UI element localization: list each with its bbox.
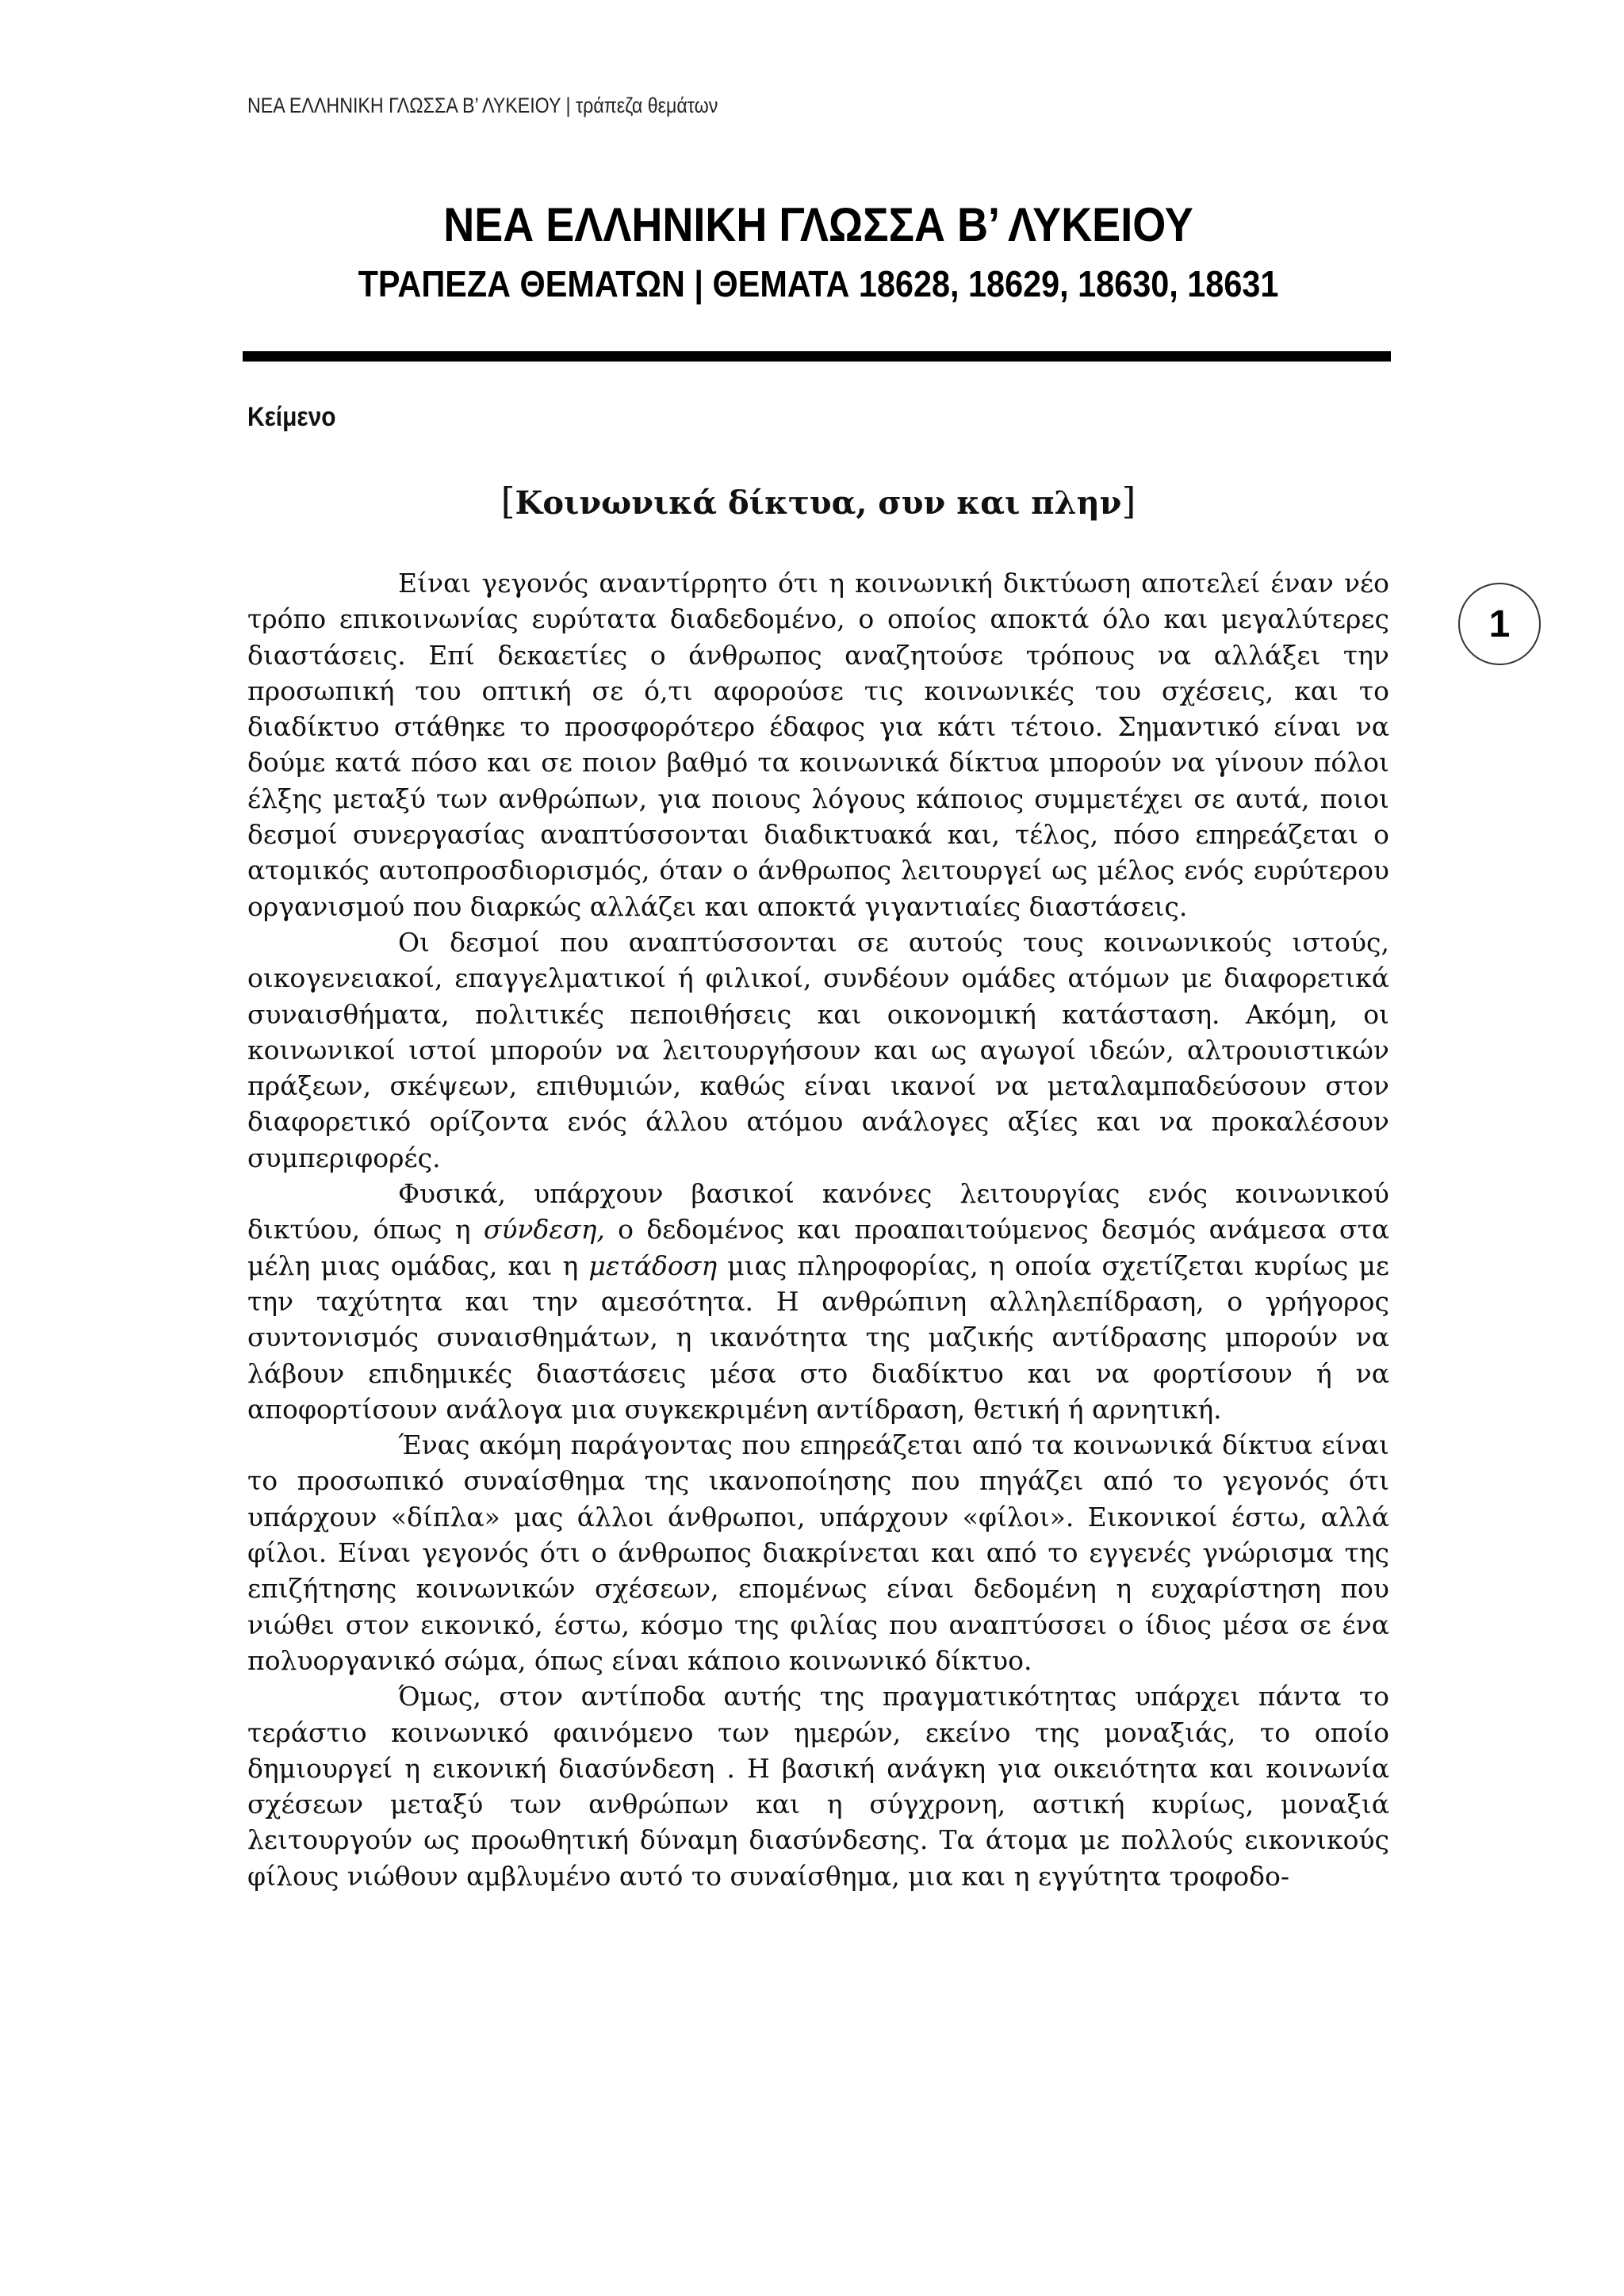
title-open-bracket: [	[500, 480, 515, 522]
paragraph-3-part-a: Φυσικά, υπάρχουν βασικοί κανόνες λειτουργίας ενός κοινωνικού δικτύου, όπως η	[247, 1178, 1389, 1246]
paragraph-3-part-b: ο δεδομένος και προαπαιτούμενος δεσμός ανάμεσα στα μέλη μιας ομάδας, και η	[247, 1214, 1389, 1281]
paragraph-4: Ένας ακόμη παράγοντας που επηρεάζεται από τα κοινωνικά δίκτυα είναι το προσωπικό συναίσθημα της ικανοποίησης που πηγάζει από το γεγονός ότι υπάρχουν «δίπλα» μας άλλοι άνθρωποι, υπάρχουν «φίλοι». Εικονικοί έστω, αλλά φίλοι. Είναι γεγονός ότι ο άνθρωπος διακρίνεται και από το εγγενές γνώρισμα της επιζήτησης κοινωνικών σχέσεων, επομένως είναι δεδομένη η ευχαρίστηση που νιώθει στον εικονικό, έστω, κόσμο της φιλίας που αναπτύσσει ο ίδιος μέσα σε ένα πολυοργανικό σώμα, όπως είναι κάποιο κοινωνικό δίκτυο.	[247, 1429, 1389, 1676]
body-text	[247, 565, 1389, 1894]
paragraph-3	[247, 1176, 1389, 1427]
paragraph-3-part-c: μιας πληροφορίας, η οποία σχετίζεται κυρίως με την ταχύτητα και την αμεσότητα. Η ανθρώπινη αλληλεπίδραση, ο γρήγορος συντονισμός συναισθημάτων, η ικανότητα της μαζικής αντίδρασης μπορούν να λάβουν επιδημικές διαστάσεις μέσα στο διαδίκτυο και να φορτίσουν ή να αποφορτίσουν ανάλογα μια συγκεκριμένη αντίδραση, θετική ή αρνητική.	[247, 1249, 1389, 1425]
paragraph-5: Όμως, στον αντίποδα αυτής της πραγματικότητας υπάρχει πάντα το τεράστιο κοινωνικό φαινόμενο των ημερών, εκείνο της μοναξιάς, το οποίο δημιουργεί η εικονική διασύνδεση . Η βασική ανάγκη για οικειότητα και κοινωνία σχέσεων μεταξύ των ανθρώπων και η σύγχρονη, αστική κυρίως, μοναξιά λειτουργούν ως προωθητική δύναμη διασύνδεσης. Τα άτομα με πολλούς εικονικούς φίλους νιώθουν αμβλυμένο αυτό το συναίσθημα, μια και η εγγύτητα τροφοδο-	[247, 1681, 1389, 1892]
title-close-bracket: ]	[1121, 480, 1136, 522]
page-subtitle: ΤΡΑΠΕΖΑ ΘΕΜΑΤΩΝ | ΘΕΜΑΤΑ 18628, 18629, 18630, 18631	[358, 263, 1279, 304]
page-title: ΝΕΑ ΕΛΛΗΝΙΚΗ ΓΛΩΣΣΑ Β’ ΛΥΚΕΙΟΥ	[443, 198, 1193, 251]
paragraph-number-badge: 1	[1458, 583, 1541, 665]
text-title-label: Κοινωνικά δίκτυα, συν και πλην	[515, 484, 1122, 522]
paragraph-1: Είναι γεγονός αναντίρρητο ότι η κοινωνική δικτύωση αποτελεί έναν νέο τρόπο επικοινωνίας ευρύτατα διαδεδομένο, ο οποίος αποκτά όλο και μεγαλύτερες διαστάσεις. Επί δεκαετίες ο άνθρωπος αναζητούσε τρόπους να αλλάξει την προσωπική του οπτική σε ό,τι αφορούσε τις κοινωνικές του σχέσεις, και το διαδίκτυο στάθηκε το προσφορότερο έδαφος για κάτι τέτοιο. Σημαντικό είναι να δούμε κατά πόσο και σε ποιον βαθμό τα κοινωνικά δίκτυα μπορούν να γίνουν πόλοι έλξης μεταξύ των ανθρώπων, για ποιους λόγους κάποιος συμμετέχει σε αυτά, ποιοι δεσμοί συνεργασίας αναπτύσσονται διαδικτυακά και, τέλος, πόσο επηρεάζεται ο ατομικός αυτοπροσδιορισμός, όταν ο άνθρωπος λειτουργεί ως μέλος ενός ευρύτερου οργανισμού που διαρκώς αλλάζει και αποκτά γιγαντιαίες διαστάσεις.	[247, 568, 1389, 922]
running-header: ΝΕΑ ΕΛΛΗΝΙΚΗ ΓΛΩΣΣΑ Β’ ΛΥΚΕΙΟΥ | τράπεζα θεμάτων	[247, 94, 718, 117]
paragraph-2: Οι δεσμοί που αναπτύσσονται σε αυτούς τους κοινωνικούς ιστούς, οικογενειακοί, επαγγελματικοί ή φιλικοί, συνδέουν ομάδες ατόμων με διαφορετικά συναισθήματα, πολιτικές πεποιθήσεις και οικονομική κατάσταση. Ακόμη, οι κοινωνικοί ιστοί μπορούν να λειτουργήσουν και ως αγωγοί ιδεών, αλτρουιστικών πράξεων, σκέψεων, επιθυμιών, καθώς είναι ικανοί να μεταλαμπαδεύσουν στον διαφορετικό ορίζοντα ενός άλλου ατόμου ανάλογες αξίες και να προκαλέσουν συμπεριφορές.	[247, 926, 1389, 1173]
title-divider	[243, 351, 1391, 362]
section-label: Κείμενο	[247, 402, 336, 432]
title-block	[247, 197, 1389, 308]
emphasis-syndesi: σύνδεση,	[483, 1214, 605, 1246]
emphasis-metadosi: μετάδοση	[588, 1249, 718, 1281]
text-title	[247, 481, 1389, 523]
